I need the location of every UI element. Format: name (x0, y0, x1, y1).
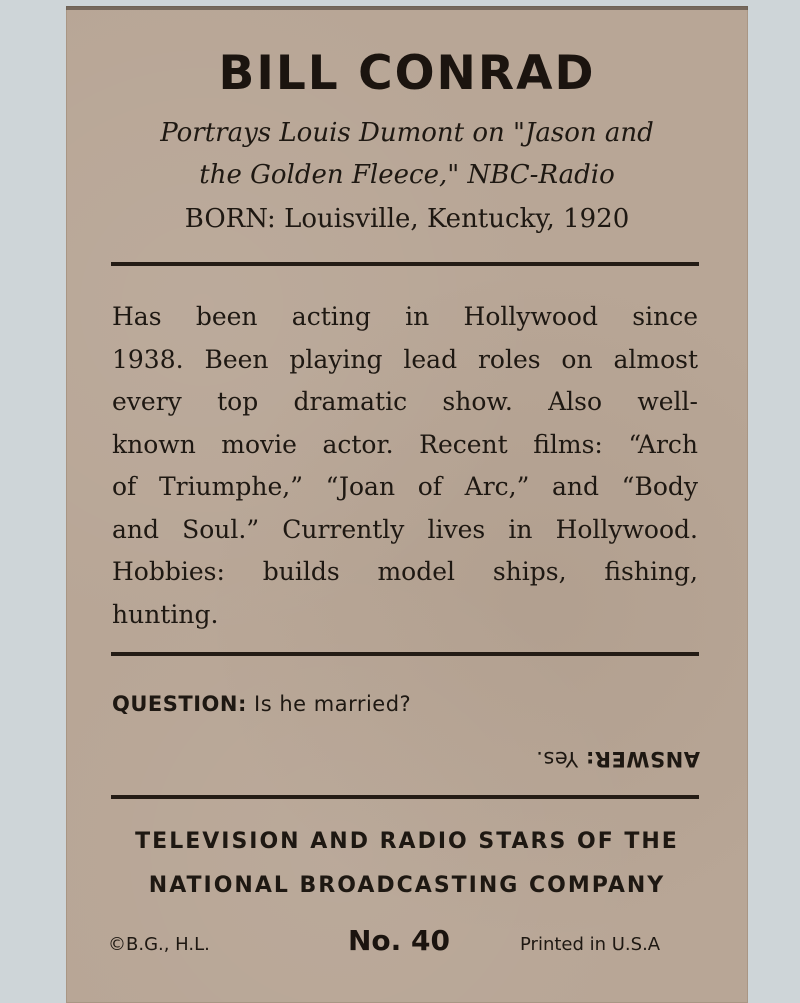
bio-line: Hobbies: builds model ships, fishing, (112, 557, 698, 586)
trivia-answer-upside-down (514, 747, 700, 771)
birth-info (66, 204, 748, 234)
bio-line: known movie actor. Recent films: “Arch (112, 429, 698, 459)
printed-in-notice: Printed in U.S.A (520, 934, 661, 955)
bio-line: of Triumphe,” “Joan of Arc,” and “Body (112, 472, 698, 501)
divider-rule-1 (111, 262, 699, 266)
role-line-2: the Golden Fleece," NBC-Radio (199, 160, 615, 190)
bio-line: and Soul.” Currently lives in Hollywood. (112, 514, 698, 544)
question-label: QUESTION: (112, 692, 247, 716)
trivia-question (112, 692, 411, 716)
trading-card-back (66, 6, 748, 1003)
biography-text (112, 296, 698, 636)
born-label: BORN: (184, 204, 276, 234)
copyright-notice: ©B.G., H.L. (108, 934, 210, 955)
divider-rule-2 (111, 652, 699, 656)
divider-rule-3 (111, 795, 699, 799)
bio-line: hunting. (112, 599, 219, 629)
card-top-edge (66, 6, 748, 10)
question-text: Is he married? (254, 692, 412, 716)
role-description (96, 112, 718, 196)
card-number: No. 40 (348, 924, 451, 957)
series-title-line-2: NATIONAL BROADCASTING COMPANY (148, 873, 666, 898)
role-line-1: Portrays Louis Dumont on "Jason and (160, 118, 654, 148)
series-title-line-1: TELEVISION AND RADIO STARS OF THE (135, 829, 679, 854)
answer-text: Yes. (535, 747, 579, 771)
bio-line: 1938. Been playing lead roles on almost (112, 344, 698, 374)
bio-line: Has been acting in Hollywood since (112, 302, 698, 331)
card-title-name: BILL CONRAD (218, 46, 596, 101)
born-value: Louisville, Kentucky, 1920 (284, 204, 630, 234)
bio-line: every top dramatic show. Also well- (112, 387, 698, 416)
answer-label: ANSWER: (585, 747, 700, 771)
